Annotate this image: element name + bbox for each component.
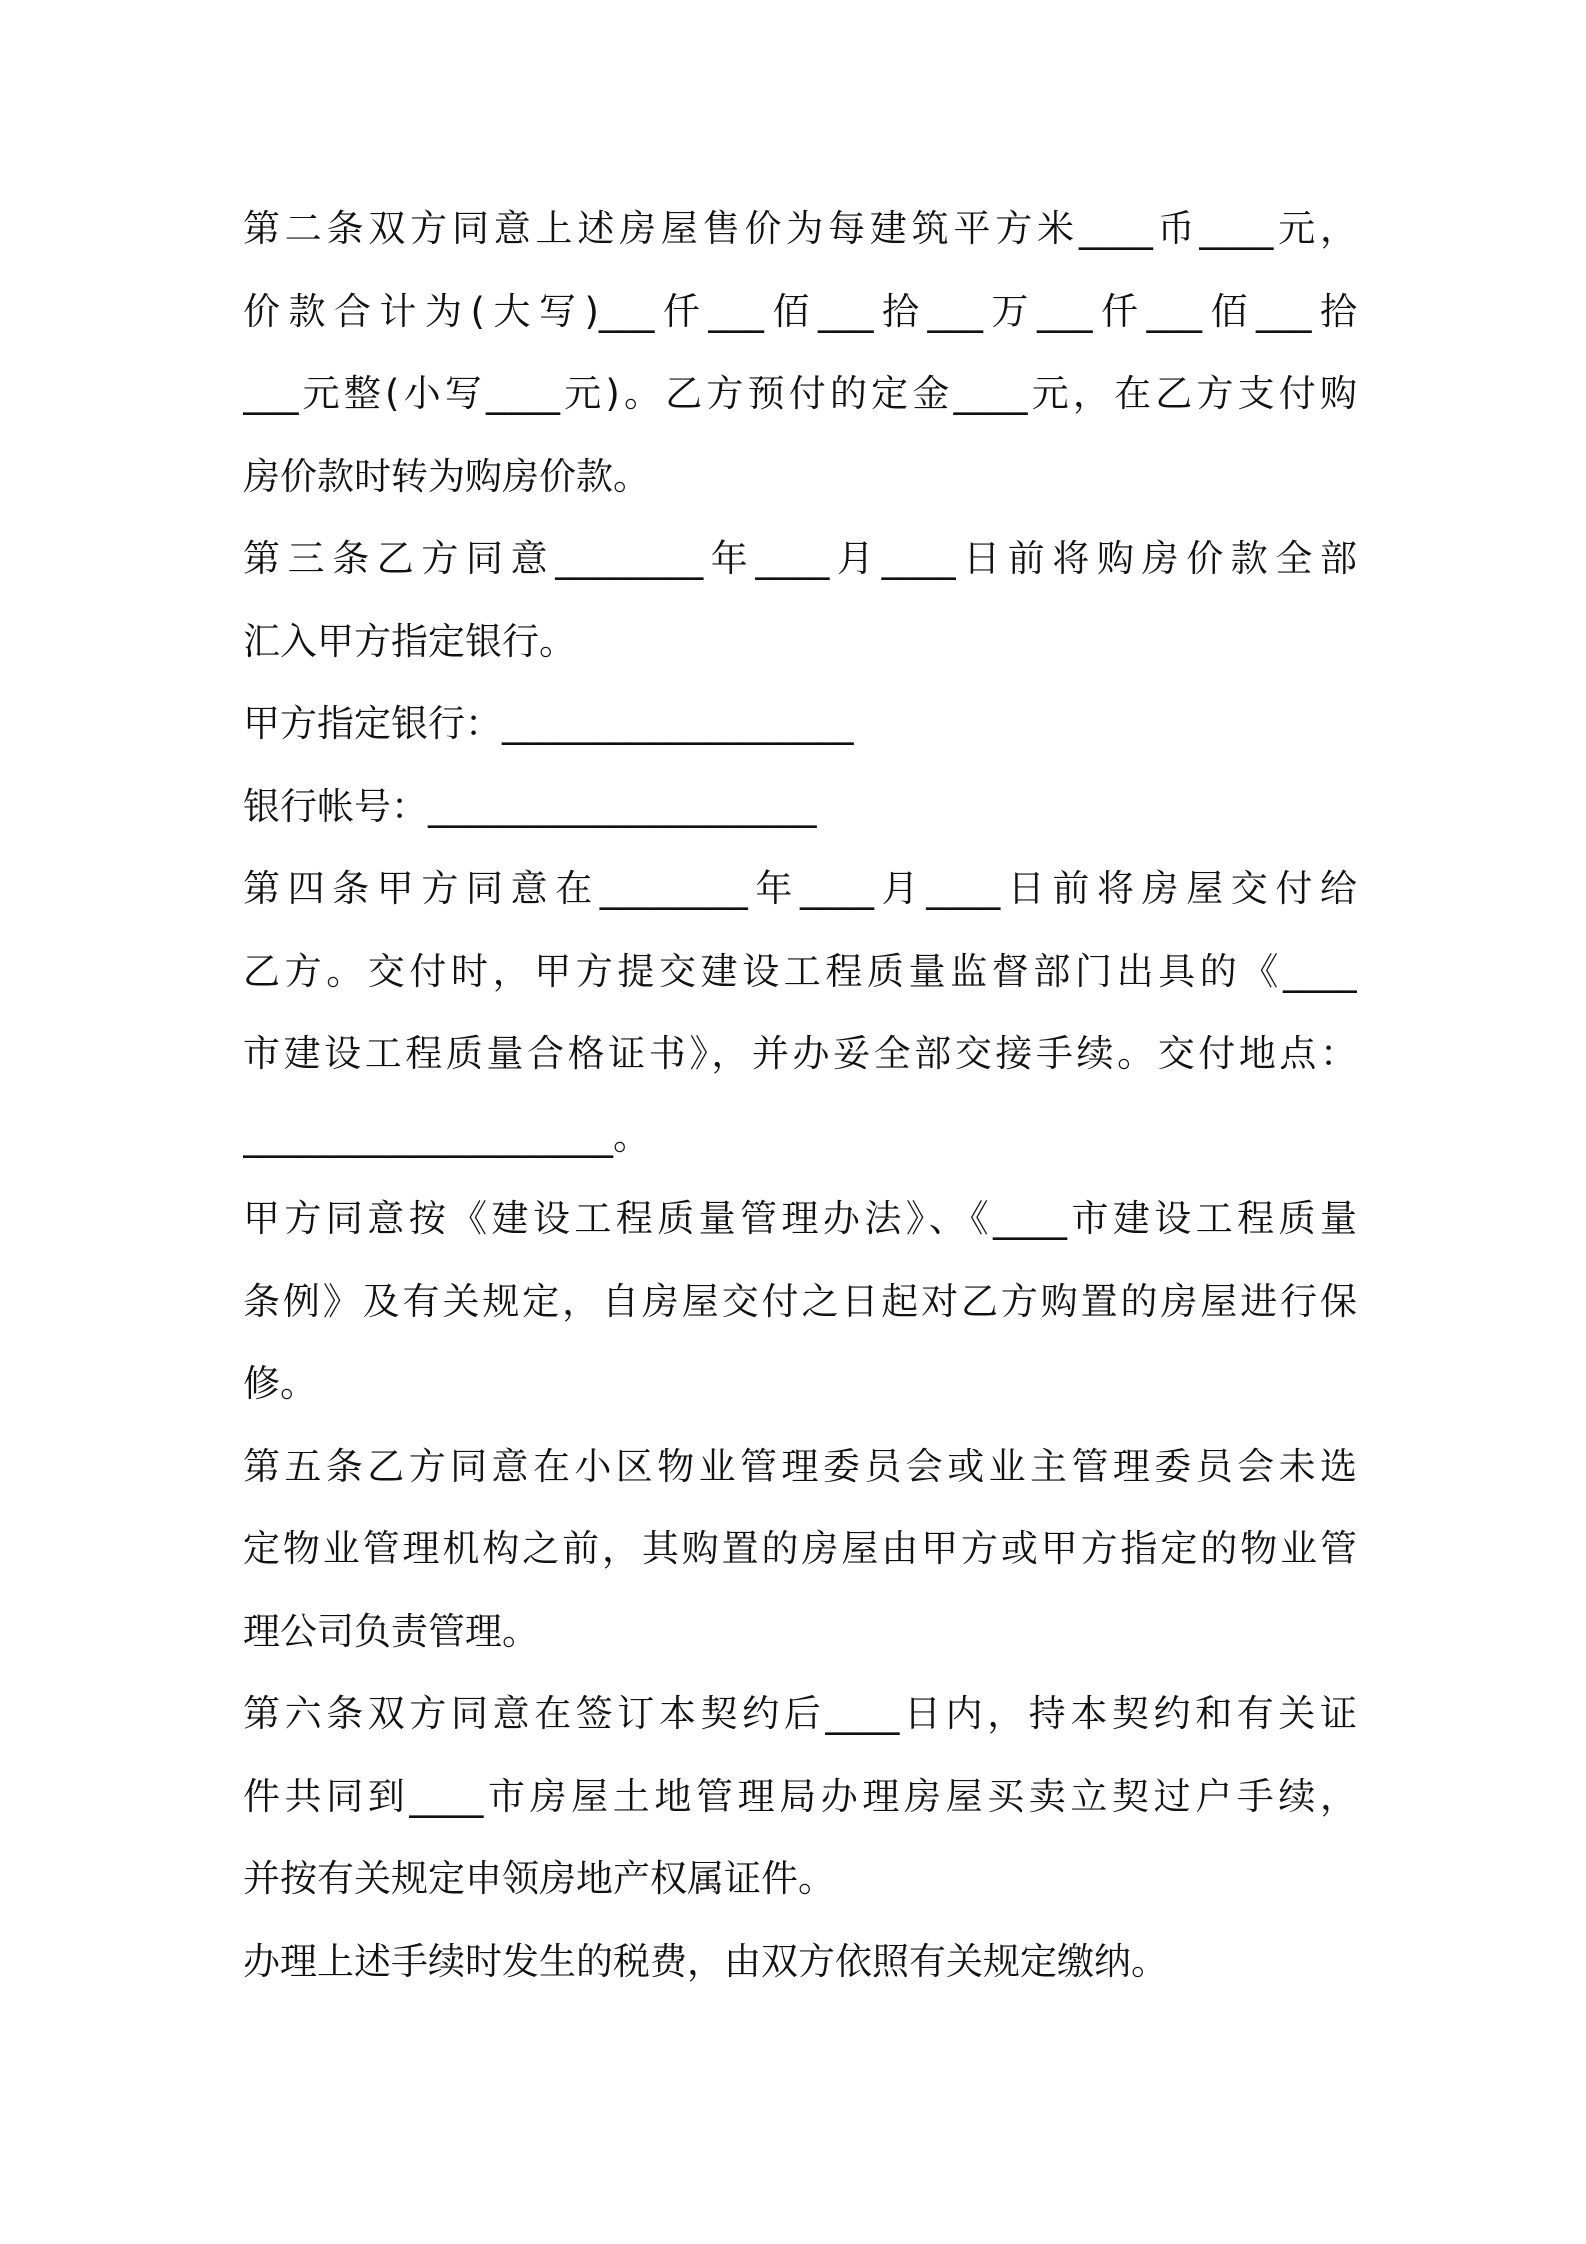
- text-line: 甲方同意按《建设工程质量管理办法》、《____市建设工程质量: [243, 1197, 1357, 1240]
- text-line: 甲方指定银行：___________________: [243, 702, 854, 745]
- text-line: 第三条乙方同意________年____月____日前将购房价款全部: [243, 537, 1357, 580]
- text-line: 价款合计为(大写)___仟___佰___拾___万___仟___佰___拾: [243, 289, 1357, 333]
- text-line: 修。: [243, 1362, 317, 1405]
- text-line: 第五条乙方同意在小区物业管理委员会或业主管理委员会未选: [243, 1444, 1357, 1488]
- text-line: 件共同到____市房屋土地管理局办理房屋买卖立契过户手续，: [243, 1774, 1357, 1818]
- text-line: 第六条双方同意在签订本契约后____日内，持本契约和有关证: [243, 1692, 1357, 1735]
- text-line: 办理上述手续时发生的税费，由双方依照有关规定缴纳。: [243, 1939, 1168, 1983]
- text-line: 乙方。交付时，甲方提交建设工程质量监督部门出具的《____: [243, 949, 1357, 993]
- text-line: 定物业管理机构之前，其购置的房屋由甲方或甲方指定的物业管: [243, 1527, 1357, 1570]
- text-line: 第四条甲方同意在________年____月____日前将房屋交付给: [243, 867, 1357, 910]
- text-line: 市建设工程质量合格证书》，并办妥全部交接手续。交付地点：: [243, 1032, 1357, 1075]
- text-line: 汇入甲方指定银行。: [243, 619, 576, 663]
- text-line: 条例》及有关规定，自房屋交付之日起对乙方购置的房屋进行保: [243, 1279, 1357, 1323]
- document-body: [243, 196, 1357, 2011]
- text-line: ___元整(小写____元)。乙方预付的定金____元，在乙方支付购: [243, 372, 1357, 415]
- text-line: 第二条双方同意上述房屋售价为每建筑平方米____币____元，: [243, 207, 1357, 250]
- text-line: 银行帐号：_____________________: [243, 784, 817, 828]
- text-line: 理公司负责管理。: [243, 1609, 539, 1653]
- text-line: 房价款时转为购房价款。: [243, 454, 650, 498]
- text-line: ____________________。: [243, 1114, 650, 1158]
- text-line: 并按有关规定申领房地产权属证件。: [243, 1857, 835, 1900]
